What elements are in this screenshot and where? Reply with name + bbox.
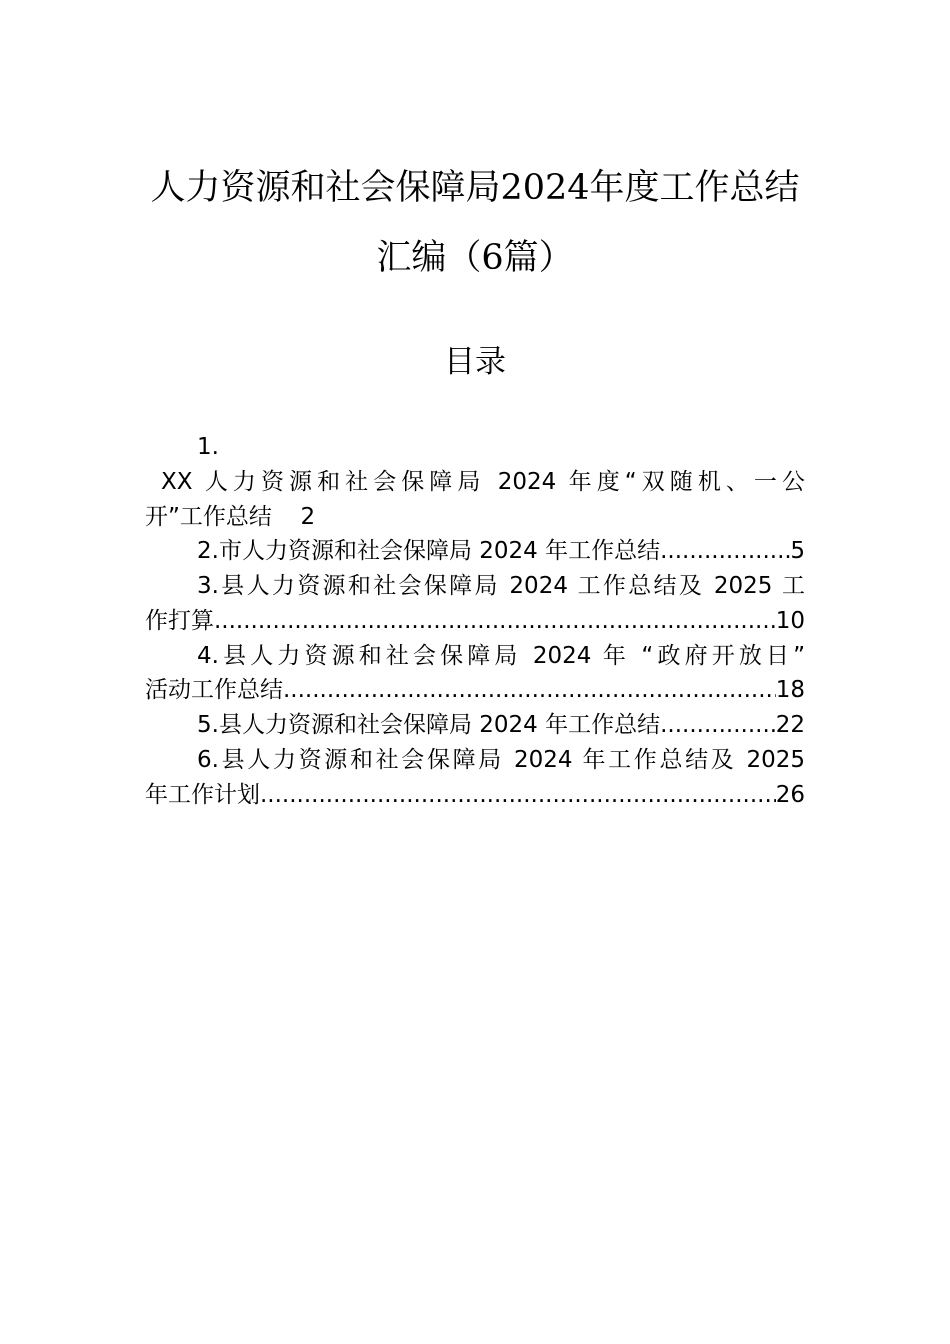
toc-entry-5-page: 22 <box>775 712 805 738</box>
toc-entry-6-line-1[interactable]: 6.县人力资源和社会保障局 2024 年工作总结及 2025 <box>197 747 805 773</box>
toc-entry-2[interactable] <box>145 536 805 566</box>
toc-entry-3-page: 10 <box>775 608 805 634</box>
toc-heading: 目录 <box>444 344 506 380</box>
toc-entry-1-number[interactable]: 1. <box>197 434 219 460</box>
toc-entry-1-line-2[interactable] <box>145 502 805 532</box>
toc-entry-1-page: 2 <box>300 504 316 530</box>
toc-entry-3-line-2[interactable] <box>145 606 805 636</box>
toc-entry-5-text: 5.县人力资源和社会保障局 2024 年工作总结 <box>197 712 661 738</box>
toc-entry-6-line-2[interactable] <box>145 780 805 810</box>
document-title-line-2: 汇编（6篇） <box>376 238 574 278</box>
toc-entry-4-text: 活动工作总结 <box>145 677 283 703</box>
toc-entry-4-line-2[interactable] <box>145 675 805 705</box>
toc-entry-3-line-1[interactable]: 3.县人力资源和社会保障局 2024 工作总结及 2025 工 <box>197 573 805 599</box>
toc-leader-dots <box>660 710 776 740</box>
toc-entry-6-page: 26 <box>775 782 805 808</box>
toc-entry-1-line-1[interactable]: XX 人力资源和社会保障局 2024 年度“双随机、一公 <box>161 469 805 495</box>
toc-leader-dots <box>214 606 776 636</box>
toc-entry-4-line-1[interactable]: 4.县人力资源和社会保障局 2024 年 “政府开放日” <box>197 643 805 669</box>
document-title-line-1: 人力资源和社会保障局2024年度工作总结 <box>150 168 800 208</box>
toc-entry-4-page: 18 <box>775 677 805 703</box>
toc-leader-dots <box>660 536 790 566</box>
toc-entry-2-page: 5 <box>790 538 805 564</box>
toc-entry-5[interactable] <box>145 710 805 740</box>
toc-entry-1-text: 开”工作总结 <box>145 504 272 530</box>
toc-entry-6-text: 年工作计划 <box>145 782 260 808</box>
toc-entry-2-text: 2.市人力资源和社会保障局 2024 年工作总结 <box>197 538 661 564</box>
toc-entry-3-text: 作打算 <box>145 608 214 634</box>
toc-leader-dots <box>260 780 776 810</box>
toc-leader-dots <box>283 675 776 705</box>
